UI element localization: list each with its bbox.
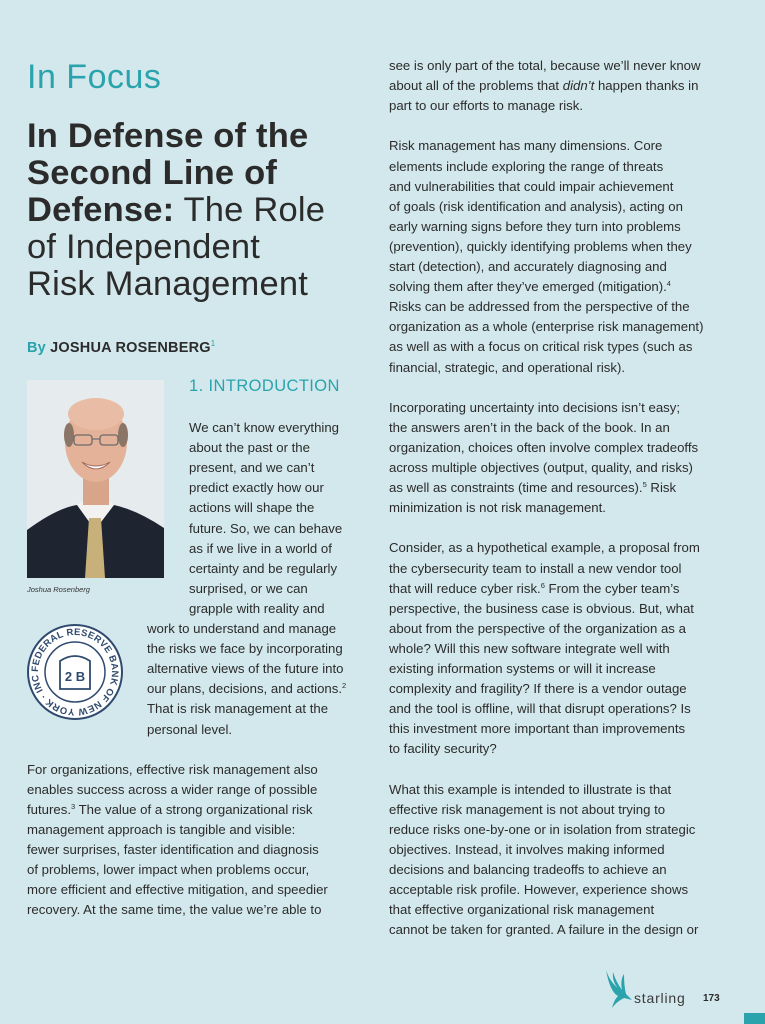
- text-line: the answers aren’t in the back of the book. In an: [389, 419, 670, 435]
- text-line: financial, strategic, and operational risk).: [389, 359, 626, 375]
- text-line: about from the perspective of the organization as a: [389, 620, 686, 636]
- text-line: fewer surprises, faster identification and diagnosis: [27, 842, 319, 858]
- text-line: For organizations, effective risk management also: [27, 761, 318, 777]
- text-line: part to our efforts to manage risk.: [389, 98, 584, 114]
- text-line: objectives. Instead, it involves making informed: [389, 841, 665, 857]
- text-line: present, and we can’t: [189, 460, 315, 476]
- text-line: actions will shape the: [189, 500, 315, 516]
- text-line: more efficient and effective mitigation, and speedier: [27, 882, 328, 898]
- section-label: In Focus: [27, 58, 162, 96]
- text-line: complexity and fragility? If there is a vendor outage: [389, 681, 687, 697]
- text-line: existing information systems or will it increase: [389, 661, 656, 676]
- text-line: perspective, the business case is obvious. But, what: [389, 600, 694, 616]
- footnote-ref: 5: [642, 480, 647, 490]
- section-heading: 1. INTRODUCTION: [189, 377, 340, 395]
- footnote-ref: 4: [666, 279, 671, 289]
- text-line: Consider, as a hypothetical example, a proposal from: [389, 540, 700, 556]
- text-line: work to understand and manage: [147, 621, 337, 636]
- footnote-ref: 3: [70, 801, 76, 811]
- text-line: Incorporating uncertainty into decisions isn’t easy;: [389, 399, 681, 415]
- author-name: JOSHUA ROSENBERG: [50, 339, 211, 356]
- text-line: That is risk management at the: [147, 701, 329, 717]
- text-line: predict exactly how our: [189, 480, 324, 496]
- text-line: alternative views of the future into: [147, 661, 344, 677]
- svg-text:2 B: 2 B: [64, 669, 86, 684]
- author-footnote: 1: [210, 339, 216, 348]
- text-line: recovery. At the same time, the value we’re able to: [27, 902, 322, 918]
- text-line: organization, choices often involve complex tradeoffs: [389, 439, 699, 455]
- author-photo: [27, 380, 164, 578]
- text-line: future. So, we can behave: [189, 520, 343, 536]
- text-line: whole? Will this new software integrate well with: [389, 640, 670, 656]
- svg-text:FEDERAL RESERVE BANK OF NEW YO: FEDERAL RESERVE BANK OF NEW YORK · INC: [29, 626, 121, 718]
- text-line: early warning signs before they turn into problems: [389, 218, 681, 234]
- text-line: as well as with a focus on critical risk types (such as: [389, 339, 693, 355]
- text-line: Risk management has many dimensions. Core: [389, 138, 663, 154]
- text-line: that effective organizational risk management: [389, 902, 655, 918]
- footnote-ref: 6: [540, 580, 545, 590]
- text-line: start (detection), and accurately diagnosing and: [389, 259, 667, 274]
- text-line: elements include exploring the range of threats: [389, 158, 664, 174]
- text-line: cannot be taken for granted. A failure in the design or: [389, 922, 699, 938]
- text-line: minimization is not risk management.: [389, 500, 606, 516]
- text-line: to facility security?: [389, 741, 497, 757]
- byline: By JOSHUA ROSENBERG$^1$: [27, 339, 216, 356]
- text-line: personal level.: [147, 721, 233, 737]
- page-number: 173: [703, 993, 720, 1004]
- text-line: surprised, or we can: [189, 580, 308, 596]
- text-line: enables success across a wider range of possible: [27, 781, 318, 797]
- text-line: and the tool is offline, will that disrupt operations? Is: [389, 701, 691, 717]
- text-line: We can’t know everything: [189, 420, 340, 435]
- text-line: as well as constraints (time and resources).$^5$ Risk: [389, 480, 677, 496]
- text-line: of problems, lower impact when problems occur,: [27, 862, 310, 878]
- text-line: grapple with reality and: [189, 600, 325, 616]
- text-line: organization as a whole (enterprise risk management): [389, 319, 704, 335]
- text-line: see is only part of the total, because we’ll never know: [389, 58, 701, 73]
- text-line: certainty and be regularly: [189, 560, 338, 576]
- text-line: decisions and balancing tradeoffs to achieve an: [389, 862, 667, 877]
- text-line: reduce risks one-by-one or in isolation from strategic: [389, 821, 696, 837]
- text-line: effective risk management is not about trying to: [389, 801, 666, 817]
- text-line: our plans, decisions, and actions.$^2$: [147, 681, 347, 697]
- text-line: What this example is intended to illustrate is that: [389, 781, 672, 797]
- federal-reserve-seal-icon: [26, 623, 124, 721]
- text-line: across multiple objectives (output, quality, and risks): [389, 460, 693, 475]
- text-line: of goals (risk identification and analysis), acting on: [389, 198, 683, 214]
- text-line: the risks we face by incorporating: [147, 641, 343, 657]
- footnote-ref: 2: [342, 681, 347, 691]
- text-line: about the past or the: [189, 440, 310, 456]
- text-line: Risks can be addressed from the perspective of the: [389, 299, 690, 315]
- photo-caption: Joshua Rosenberg: [27, 585, 90, 594]
- corner-accent: [744, 1013, 765, 1024]
- text-line: about all of the problems that didn’t happen thanks in: [389, 78, 699, 94]
- text-line: and vulnerabilities that could impair achievement: [389, 178, 674, 194]
- starling-bird-icon: [604, 968, 632, 1008]
- text-line: solving them after they’ve emerged (mitigation).$^4$: [389, 279, 671, 295]
- text-line: this investment more important than improvements: [389, 721, 686, 737]
- text-line: the cybersecurity team to install a new vendor tool: [389, 560, 682, 576]
- text-line: management approach is tangible and visible:: [27, 822, 296, 837]
- text-line: acceptable risk profile. However, experience shows: [389, 882, 689, 898]
- text-line: that will reduce cyber risk.$^6$ From the cyber team’s: [389, 580, 680, 596]
- text-line: as if we live in a world of: [189, 540, 332, 556]
- article-title: In Defense of the Second Line of Defense: The Role of Independent Risk Management: [27, 117, 326, 303]
- starling-brand: starling: [634, 990, 686, 1006]
- text-line: (prevention), quickly identifying problems when they: [389, 238, 692, 254]
- text-line: futures.$^3$ The value of a strong organizational risk: [27, 801, 313, 817]
